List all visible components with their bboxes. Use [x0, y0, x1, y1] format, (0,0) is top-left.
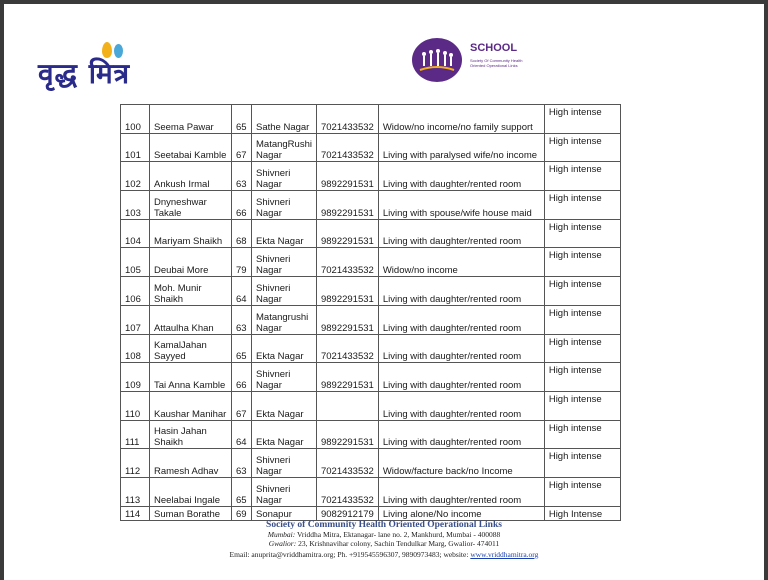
status-cell: Widow/no income/no family support	[378, 105, 544, 134]
footer-gwalior-address	[4, 539, 764, 548]
name-cell: Seetabai Kamble	[150, 133, 232, 162]
name-cell: Hasin Jahan Shaikh	[150, 420, 232, 449]
serial-number-cell: 106	[121, 277, 150, 306]
serial-number-cell: 113	[121, 477, 150, 506]
age-cell: 64	[232, 277, 252, 306]
intensity-cell: High intense	[544, 449, 620, 478]
table-row	[121, 191, 621, 220]
footer-contact	[4, 550, 764, 559]
name-cell: Mariyam Shaikh	[150, 219, 232, 248]
area-cell: Shivneri Nagar	[252, 449, 317, 478]
people-icon	[418, 46, 456, 74]
age-cell: 63	[232, 449, 252, 478]
area-cell: MatangRushi Nagar	[252, 133, 317, 162]
mumbai-label: Mumbai:	[267, 530, 296, 539]
status-cell: Living with daughter/rented room	[378, 477, 544, 506]
table-row	[121, 162, 621, 191]
gwalior-address-text: 23, Krishnavihar colony, Sachin Tendulkar Marg, Gwalior- 474011	[296, 539, 500, 548]
footer-mumbai-address	[4, 530, 764, 539]
school-logo-emblem	[412, 38, 462, 82]
name-cell: Attaulha Khan	[150, 305, 232, 334]
vriddha-mitra-logo	[38, 40, 138, 96]
serial-number-cell: 102	[121, 162, 150, 191]
area-cell: Shivneri Nagar	[252, 477, 317, 506]
table-row	[121, 506, 621, 520]
name-cell: Dnyneshwar Takale	[150, 191, 232, 220]
phone-cell: 9892291531	[316, 191, 378, 220]
name-cell: Deubai More	[150, 248, 232, 277]
school-logo	[412, 38, 532, 84]
intensity-cell: High intense	[544, 363, 620, 392]
area-cell: Sathe Nagar	[252, 105, 317, 134]
serial-number-cell: 107	[121, 305, 150, 334]
name-cell: Seema Pawar	[150, 105, 232, 134]
status-cell: Living with paralysed wife/no income	[378, 133, 544, 162]
serial-number-cell: 101	[121, 133, 150, 162]
gwalior-label: Gwalior:	[268, 539, 297, 548]
document-page	[4, 4, 764, 580]
intensity-cell: High Intense	[544, 506, 620, 520]
contact-text: Email: anuprita@vriddhamitra.org; Ph. +919545596307, 9890973483; website:	[229, 550, 471, 559]
status-cell: Living with daughter/rented room	[378, 305, 544, 334]
age-cell: 65	[232, 334, 252, 363]
age-cell: 65	[232, 105, 252, 134]
table-row	[121, 248, 621, 277]
age-cell: 67	[232, 391, 252, 420]
school-logo-tagline: Society Of Community Health Oriented Operational Links	[470, 58, 523, 68]
serial-number-cell: 111	[121, 420, 150, 449]
status-cell: Living with daughter/rented room	[378, 219, 544, 248]
phone-cell: 7021433532	[316, 133, 378, 162]
name-cell: Suman Borathe	[150, 506, 232, 520]
table-row	[121, 334, 621, 363]
table-row	[121, 477, 621, 506]
phone-cell: 9892291531	[316, 363, 378, 392]
serial-number-cell: 114	[121, 506, 150, 520]
age-cell: 63	[232, 305, 252, 334]
area-cell: Ekta Nagar	[252, 420, 317, 449]
status-cell: Living with daughter/rented room	[378, 277, 544, 306]
area-cell: Ekta Nagar	[252, 219, 317, 248]
serial-number-cell: 108	[121, 334, 150, 363]
phone-cell: 9892291531	[316, 162, 378, 191]
intensity-cell: High intense	[544, 334, 620, 363]
mumbai-address-text: Vriddha Mitra, Ektanagar- lane no. 2, Mankhurd, Mumbai - 400088	[295, 530, 501, 539]
serial-number-cell: 110	[121, 391, 150, 420]
status-cell: Living with spouse/wife house maid	[378, 191, 544, 220]
vriddha-mitra-logo-text: वृद्ध मित्र	[38, 57, 131, 90]
intensity-cell: High intense	[544, 105, 620, 134]
status-cell: Living with daughter/rented room	[378, 391, 544, 420]
intensity-cell: High intense	[544, 219, 620, 248]
age-cell: 66	[232, 191, 252, 220]
name-cell: Kaushar Manihar	[150, 391, 232, 420]
phone-cell: 7021433532	[316, 334, 378, 363]
intensity-cell: High intense	[544, 477, 620, 506]
name-cell: Tai Anna Kamble	[150, 363, 232, 392]
status-cell: Widow/no income	[378, 248, 544, 277]
intensity-cell: High intense	[544, 248, 620, 277]
status-cell: Living with daughter/rented room	[378, 162, 544, 191]
area-cell: Shivneri Nagar	[252, 191, 317, 220]
status-cell: Living with daughter/rented room	[378, 363, 544, 392]
intensity-cell: High intense	[544, 305, 620, 334]
area-cell: Shivneri Nagar	[252, 248, 317, 277]
status-cell: Living with daughter/rented room	[378, 420, 544, 449]
phone-cell: 7021433532	[316, 477, 378, 506]
website-link[interactable]: www.vriddhamitra.org	[470, 550, 539, 559]
age-cell: 69	[232, 506, 252, 520]
table-row	[121, 133, 621, 162]
phone-cell	[316, 391, 378, 420]
table-row	[121, 449, 621, 478]
area-cell: Shivneri Nagar	[252, 162, 317, 191]
name-cell: Neelabai Ingale	[150, 477, 232, 506]
age-cell: 79	[232, 248, 252, 277]
name-cell: KamalJahan Sayyed	[150, 334, 232, 363]
name-cell: Moh. Munir Shaikh	[150, 277, 232, 306]
area-cell: Ekta Nagar	[252, 391, 317, 420]
phone-cell: 9892291531	[316, 219, 378, 248]
phone-cell: 7021433532	[316, 449, 378, 478]
phone-cell: 9892291531	[316, 420, 378, 449]
intensity-cell: High intense	[544, 162, 620, 191]
intensity-cell: High intense	[544, 277, 620, 306]
name-cell: Ankush Irmal	[150, 162, 232, 191]
table-row	[121, 277, 621, 306]
name-cell: Ramesh Adhav	[150, 449, 232, 478]
age-cell: 64	[232, 420, 252, 449]
table-row	[121, 305, 621, 334]
beneficiary-table	[120, 104, 621, 521]
age-cell: 67	[232, 133, 252, 162]
area-cell: Ekta Nagar	[252, 334, 317, 363]
intensity-cell: High intense	[544, 420, 620, 449]
phone-cell: 9892291531	[316, 277, 378, 306]
area-cell: Shivneri Nagar	[252, 363, 317, 392]
serial-number-cell: 109	[121, 363, 150, 392]
age-cell: 63	[232, 162, 252, 191]
intensity-cell: High intense	[544, 133, 620, 162]
serial-number-cell: 112	[121, 449, 150, 478]
age-cell: 68	[232, 219, 252, 248]
status-cell: Widow/facture back/no Income	[378, 449, 544, 478]
school-logo-name: SCHOOL	[470, 42, 518, 54]
phone-cell: 9082912179	[316, 506, 378, 520]
table-row	[121, 363, 621, 392]
table-row	[121, 420, 621, 449]
table-row	[121, 105, 621, 134]
intensity-cell: High intense	[544, 391, 620, 420]
serial-number-cell: 105	[121, 248, 150, 277]
status-cell: Living alone/No income	[378, 506, 544, 520]
age-cell: 66	[232, 363, 252, 392]
serial-number-cell: 100	[121, 105, 150, 134]
serial-number-cell: 103	[121, 191, 150, 220]
footer-org-name: Society of Community Health Oriented Operational Links	[266, 520, 502, 530]
serial-number-cell: 104	[121, 219, 150, 248]
area-cell: Shivneri Nagar	[252, 277, 317, 306]
phone-cell: 7021433532	[316, 105, 378, 134]
table-row	[121, 391, 621, 420]
phone-cell: 9892291531	[316, 305, 378, 334]
phone-cell: 7021433532	[316, 248, 378, 277]
status-cell: Living with daughter/rented room	[378, 334, 544, 363]
table-row	[121, 219, 621, 248]
intensity-cell: High intense	[544, 191, 620, 220]
area-cell: Sonapur	[252, 506, 317, 520]
footer	[4, 520, 764, 559]
age-cell: 65	[232, 477, 252, 506]
area-cell: Matangrushi Nagar	[252, 305, 317, 334]
